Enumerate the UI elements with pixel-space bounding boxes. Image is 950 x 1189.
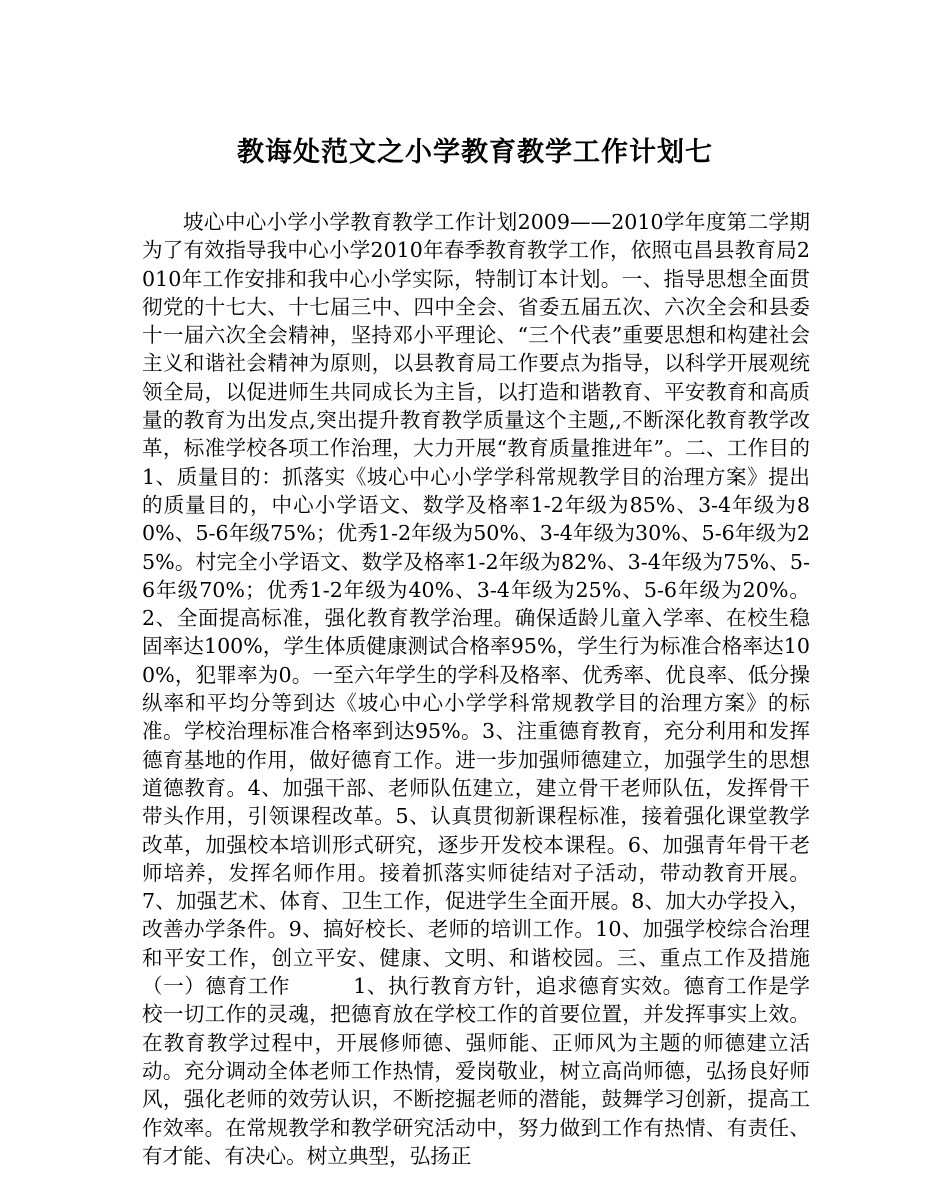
document-title: 教诲处范文之小学教育教学工作计划七 xyxy=(237,137,713,168)
document-body-paragraph: 坡心中心小学小学教育教学工作计划2009——2010学年度第二学期为了有效指导我中心小学2010年春季教育教学工作，依照屯昌县教育局2010年工作安排和我中心小学实际，特制订本计划。一、指导思想全面贯彻党的十七大、十七届三中、四中全会、省委五届五次、六次全会和县委十一届六次全会精神，坚持邓小平理论、“三个代表”重要思想和构建社会主义和谐社会精神为原则，以县教育局工作要点为指导，以科学开展观统领全局，以促进师生共同成长为主旨，以打造和谐教育、平安教育和高质量的教育为出发点,突出提升教育教学质量这个主题,,不断深化教育教学改革，标准学校各项工作治理，大力开展“教育质量推进年”。二、工作目的1、质量目的：抓落实《坡心中心小学学科常规教学目的治理方案》提出的质量目的，中心小学语文、数学及格率1-2年级为85%、3-4年级为80%、5-6年级75%；优秀1-2年级为50%、3-4年级为30%、5-6年级为25%。村完全小学语文、数学及格率1-2年级为82%、3-4年级为75%、5-6年级70%；优秀1-2年级为40%、3-4年级为25%、5-6年级为20%。2、全面提高标准，强化教育教学治理。确保适龄儿童入学率、在校生稳固率达100%，学生体质健康测试合格率95%，学生行为标准合格率达100%，犯罪率为0。一至六年学生的学科及格率、优秀率、优良率、低分操纵率和平均分等到达《坡心中心小学学科常规教学目的治理方案》的标准。学校治理标准合格率到达95%。3、注重德育教育，充分利用和发挥德育基地的作用，做好德育工作。进一步加强师德建立，加强学生的思想道德教育。4、加强干部、老师队伍建立，建立骨干老师队伍，发挥骨干带头作用，引领课程改革。5、认真贯彻新课程标准，接着强化课堂教学改革，加强校本培训形式研究，逐步开发校本课程。6、加强青年骨干老师培养，发挥名师作用。接着抓落实师徒结对子活动，带动教育开展。7、加强艺术、体育、卫生工作，促进学生全面开展。8、加大办学投入，改善办学条件。9、搞好校长、老师的培训工作。10、加强学校综合治理和平安工作，创立平安、健康、文明、和谐校园。三、重点工作及措施（一）德育工作 1、执行教育方针，追求德育实效。德育工作是学校一切工作的灵魂，把德育放在学校工作的首要位置，并发挥事实上效。在教育教学过程中，开展修师德、强师能、正师风为主题的师德建立活动。充分调动全体老师工作热情，爱岗敬业，树立高尚师德，弘扬良好师风，强化老师的效劳认识，不断挖掘老师的潜能，鼓舞学习创新，提高工作效率。在常规教学和教学研究活动中，努力做到工作有热情、有责任、有才能、有决心。树立典型，弘扬正 xyxy=(142,210,810,1168)
